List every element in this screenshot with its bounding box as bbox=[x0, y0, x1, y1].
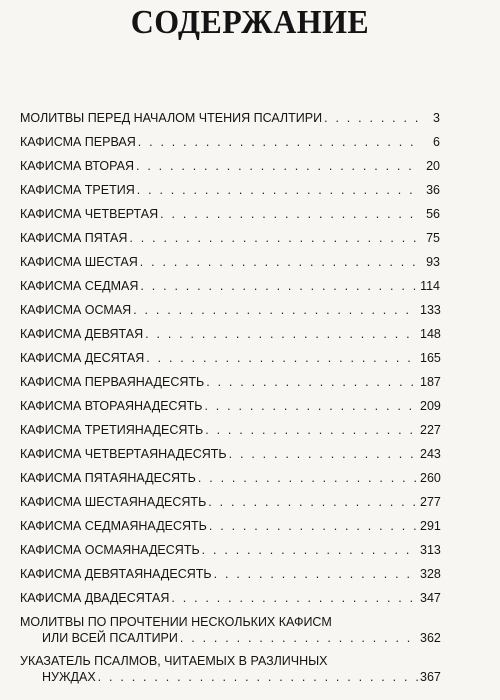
toc-page-number: 227 bbox=[420, 423, 441, 437]
toc-entry bbox=[20, 542, 440, 558]
toc-page-number: 148 bbox=[420, 327, 441, 341]
dot-leader bbox=[205, 422, 418, 438]
toc-entry-title: КАФИСМА ОСМАЯНАДЕСЯТЬ bbox=[20, 543, 200, 557]
dot-leader bbox=[214, 566, 418, 582]
toc-page-number: 260 bbox=[420, 471, 441, 485]
toc-page-number: 313 bbox=[420, 543, 441, 557]
dot-leader bbox=[204, 398, 418, 414]
toc-entry bbox=[20, 470, 440, 486]
toc-entry-title: КАФИСМА ПЕРВАЯНАДЕСЯТЬ bbox=[20, 375, 205, 389]
toc-entry-title: КАФИСМА ТРЕТИЯ bbox=[20, 183, 135, 197]
toc-page-number: 20 bbox=[426, 159, 440, 173]
toc-page-number: 243 bbox=[420, 447, 441, 461]
toc-entry-multiline bbox=[20, 653, 440, 685]
toc-page-number: 114 bbox=[420, 279, 440, 293]
dot-leader bbox=[198, 470, 418, 486]
toc-page-number: 75 bbox=[426, 231, 440, 245]
toc-entry bbox=[20, 278, 440, 294]
dot-leader bbox=[145, 326, 418, 342]
toc-entry bbox=[20, 230, 440, 246]
toc-entry bbox=[20, 374, 440, 390]
toc-page-number: 93 bbox=[426, 255, 440, 269]
toc-page-number: 165 bbox=[420, 351, 441, 365]
toc-page-number: 6 bbox=[433, 135, 440, 149]
toc-entry bbox=[20, 422, 440, 438]
toc-entry-title: КАФИСМА ТРЕТИЯНАДЕСЯТЬ bbox=[20, 423, 204, 437]
toc-entry-title-line1: УКАЗАТЕЛЬ ПСАЛМОВ, ЧИТАЕМЫХ В РАЗЛИЧНЫХ bbox=[20, 654, 328, 668]
dot-leader bbox=[229, 446, 418, 462]
dot-leader bbox=[208, 494, 418, 510]
toc-entry-title: КАФИСМА ПЕРВАЯ bbox=[20, 135, 136, 149]
toc-entry-title: КАФИСМА ВТОРАЯ bbox=[20, 159, 134, 173]
toc-page-number: 187 bbox=[420, 375, 441, 389]
toc-entry bbox=[20, 590, 440, 606]
dot-leader bbox=[136, 158, 418, 174]
dot-leader bbox=[133, 302, 418, 318]
dot-leader bbox=[324, 110, 418, 126]
toc-entry bbox=[20, 110, 440, 126]
toc-entry-title: МОЛИТВЫ ПЕРЕД НАЧАЛОМ ЧТЕНИЯ ПСАЛТИРИ bbox=[20, 111, 323, 125]
toc-entry-title: КАФИСМА ЧЕТВЕРТАЯНАДЕСЯТЬ bbox=[20, 447, 227, 461]
toc-page-number: 347 bbox=[420, 591, 441, 605]
toc-entry bbox=[20, 518, 440, 534]
dot-leader bbox=[160, 206, 418, 222]
toc-page-number: 367 bbox=[420, 670, 441, 684]
dot-leader bbox=[206, 374, 418, 390]
toc-entry-title: КАФИСМА СЕДМАЯ bbox=[20, 279, 139, 293]
page-title: СОДЕРЖАНИЕ bbox=[130, 4, 370, 41]
dot-leader bbox=[146, 350, 418, 366]
toc-page-number: 209 bbox=[420, 399, 441, 413]
toc-entry bbox=[20, 134, 440, 150]
toc-entry bbox=[20, 494, 440, 510]
dot-leader bbox=[171, 590, 418, 606]
toc-entry-title-line2: ИЛИ ВСЕЙ ПСАЛТИРИ bbox=[42, 631, 178, 645]
toc-entry bbox=[20, 254, 440, 270]
dot-leader bbox=[138, 134, 418, 150]
toc-page-number: 291 bbox=[420, 519, 441, 533]
toc-entry-multiline bbox=[20, 614, 440, 646]
toc-entry-title-line2: НУЖДАХ bbox=[42, 670, 96, 684]
toc-entry-title: КАФИСМА ДЕСЯТАЯ bbox=[20, 351, 145, 365]
toc-entry bbox=[20, 182, 440, 198]
toc-page-number: 56 bbox=[426, 207, 440, 221]
toc-page-number: 3 bbox=[433, 111, 440, 125]
toc-entry bbox=[20, 206, 440, 222]
toc-entry-title: КАФИСМА ШЕСТАЯ bbox=[20, 255, 138, 269]
toc-entry-title: КАФИСМА СЕДМАЯНАДЕСЯТЬ bbox=[20, 519, 207, 533]
toc-page-number: 362 bbox=[420, 631, 441, 645]
dot-leader bbox=[129, 230, 418, 246]
dot-leader bbox=[202, 542, 418, 558]
dot-leader bbox=[180, 630, 418, 646]
dot-leader bbox=[140, 278, 418, 294]
toc-entry bbox=[20, 566, 440, 582]
toc-entry bbox=[20, 302, 440, 318]
toc-entry bbox=[20, 326, 440, 342]
toc-entry bbox=[20, 158, 440, 174]
toc-entry-title: КАФИСМА ДВАДЕСЯТАЯ bbox=[20, 591, 170, 605]
dot-leader bbox=[140, 254, 418, 270]
toc-page-number: 328 bbox=[420, 567, 441, 581]
toc-entry bbox=[20, 446, 440, 462]
toc-page-number: 36 bbox=[426, 183, 440, 197]
dot-leader bbox=[209, 518, 418, 534]
toc-entry-title: КАФИСМА ОСМАЯ bbox=[20, 303, 132, 317]
toc-entry bbox=[20, 398, 440, 414]
toc-entry-title-line1: МОЛИТВЫ ПО ПРОЧТЕНИИ НЕСКОЛЬКИХ КАФИСМ bbox=[20, 615, 332, 629]
toc-entry-title: КАФИСМА ДЕВЯТАЯ bbox=[20, 327, 144, 341]
toc-entry-title: КАФИСМА ПЯТАЯНАДЕСЯТЬ bbox=[20, 471, 196, 485]
toc-entry-title: КАФИСМА ЧЕТВЕРТАЯ bbox=[20, 207, 159, 221]
toc-entry bbox=[20, 350, 440, 366]
toc-entry-title: КАФИСМА ВТОРАЯНАДЕСЯТЬ bbox=[20, 399, 203, 413]
toc-entry-title: КАФИСМА ШЕСТАЯНАДЕСЯТЬ bbox=[20, 495, 207, 509]
toc-page-number: 277 bbox=[420, 495, 441, 509]
toc-entry-title: КАФИСМА ДЕВЯТАЯНАДЕСЯТЬ bbox=[20, 567, 212, 581]
dot-leader bbox=[137, 182, 418, 198]
dot-leader bbox=[98, 669, 418, 685]
toc-entry-title: КАФИСМА ПЯТАЯ bbox=[20, 231, 128, 245]
toc-page-number: 133 bbox=[420, 303, 441, 317]
